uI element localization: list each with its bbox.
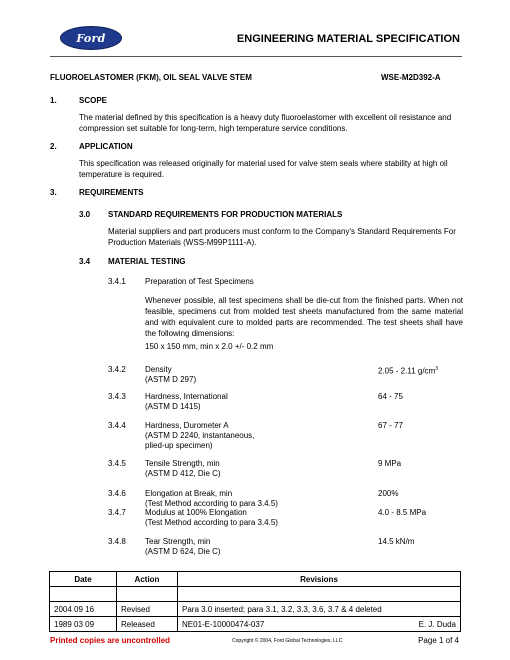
revision-author [409,602,460,617]
test-method: (Test Method according to para 3.4.5) [145,518,278,527]
test-value: 200% [378,489,399,498]
section-title-scope: SCOPE [79,96,108,105]
test-number: 3.4.3 [108,392,126,401]
revision-action: Released [117,617,178,632]
test-number: 3.4.7 [108,508,126,517]
copyright-notice: Copyright © 2004, Ford Global Technologies, LLC [232,638,343,644]
test-name: Hardness, International [145,392,228,401]
test-number: 3.4.4 [108,421,126,430]
revision-date: 2004 09 16 [50,602,117,617]
test-value: 14.5 kN/m [378,537,415,546]
clause-number: 3.4.1 [108,277,126,286]
logo-text: Ford [76,31,106,45]
section-number: 2. [50,142,57,151]
table-row [50,602,461,617]
subsection-number: 3.4 [79,257,91,266]
test-name: Elongation at Break, min [145,489,233,498]
section-title-application: APPLICATION [79,142,133,151]
specimen-dimensions: 150 x 150 mm, min x 2.0 +/- 0.2 mm [145,342,274,351]
revision-date [50,587,117,602]
revision-text: Para 3.0 inserted; para 3.1, 3.2, 3.3, 3.6, 3.7 & 4 deleted [178,602,410,617]
test-name: Hardness, Durometer A [145,421,229,430]
test-number: 3.4.6 [108,489,126,498]
table-row [50,617,461,632]
test-method: (ASTM D 2240, instantaneous, [145,431,255,440]
uncontrolled-notice: Printed copies are uncontrolled [50,636,171,645]
test-value: 4.0 - 8.5 MPa [378,508,427,517]
test-name: Modulus at 100% Elongation [145,508,247,517]
test-method: (ASTM D 412, Die C) [145,469,221,478]
test-number: 3.4.8 [108,537,126,546]
test-value: 64 - 75 [378,392,403,401]
test-method: (ASTM D 1415) [145,402,201,411]
spec-subject: FLUOROELASTOMER (FKM), OIL SEAL VALVE STEM [50,73,252,82]
test-number: 3.4.5 [108,459,126,468]
revision-table [49,571,461,632]
clause-3-4-1-text: Whenever possible, all test specimens shall be die-cut from the finished parts. When not feasible, specimens cut from molded test sheets manufactured from the same material and with equivalent cure to molded parts are recommended. The test sheets shall have the following dimensions: [145,296,463,338]
subsection-title-3-4: MATERIAL TESTING [108,257,186,266]
test-value: 9 MPa [378,459,402,468]
revision-author: E. J. Duda [409,617,460,632]
page-number: Page 1 of 4 [418,636,459,645]
clause-title-3-4-1: Preparation of Test Specimens [145,277,254,286]
document-title: ENGINEERING MATERIAL SPECIFICATION [236,33,460,45]
spec-number: WSE-M2D392-A [381,73,441,82]
subsection-number: 3.0 [79,210,91,219]
ford-logo [60,26,122,50]
test-method: (ASTM D 624, Die C) [145,547,221,556]
revision-header-date: Date [50,572,117,587]
subsection-title-3-0: STANDARD REQUIREMENTS FOR PRODUCTION MATERIALS [108,210,343,219]
subsection-3-0-text: Material suppliers and part producers must conform to the Company's Standard Requirements For Production Materials (WSS-M99P1111-A). [108,227,456,247]
section-number: 1. [50,96,57,105]
unit-superscript: 3 [435,366,438,372]
revision-action: Revised [117,602,178,617]
section-title-requirements: REQUIREMENTS [79,188,144,197]
test-method: (ASTM D 297) [145,375,197,384]
revision-action [117,587,178,602]
test-name: Tensile Strength, min [145,459,220,468]
test-value: 67 - 77 [378,421,403,430]
header-divider [50,56,462,57]
test-value-text: 2.05 - 2.11 g/cm [378,366,436,376]
test-method: (Test Method according to para 3.4.5) [145,499,278,508]
revision-header-action: Action [117,572,178,587]
section-number: 3. [50,188,57,197]
test-name: Density [145,365,172,374]
test-number: 3.4.2 [108,365,126,374]
revision-date: 1989 03 09 [50,617,117,632]
test-method-cont: plied-up specimen) [145,441,213,450]
scope-text: The material defined by this specification is a heavy duty fluoroelastomer with excellent oil resistance and compression set suitable for long-term, high temperature service conditions. [79,113,452,133]
table-row [50,587,461,602]
revision-text [178,587,410,602]
revision-author [409,587,460,602]
revision-text: NE01-E-10000474-037 [178,617,410,632]
revision-header-revisions: Revisions [178,572,461,587]
test-name: Tear Strength, min [145,537,211,546]
test-value [378,364,438,377]
application-text: This specification was released originally for material used for valve stem seals where stability at high oil temperature is required. [79,159,448,179]
